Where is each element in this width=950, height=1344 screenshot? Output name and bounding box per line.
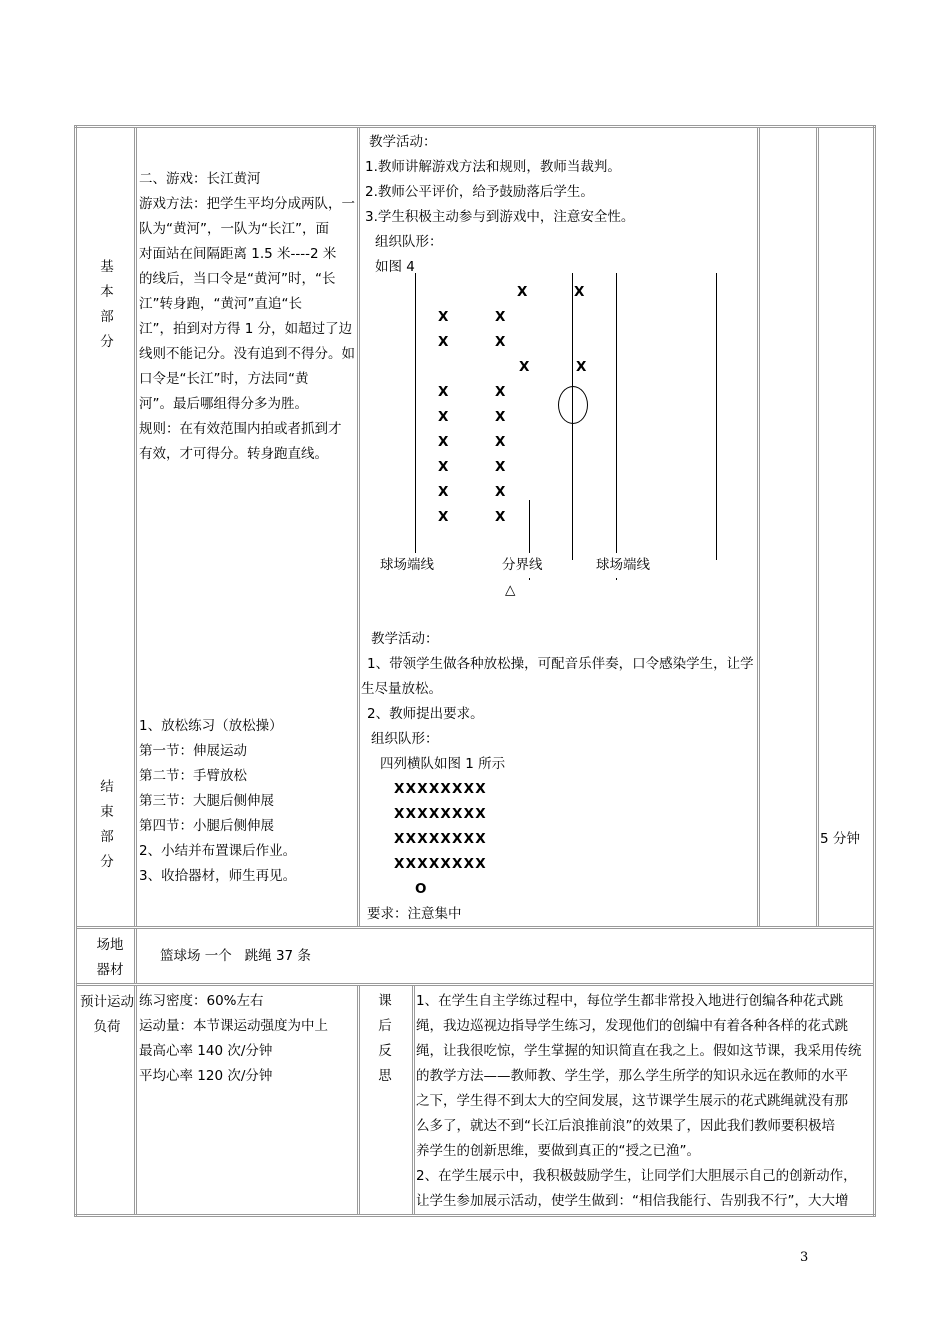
game-line: 口令是“长江”时，方法同“黄 <box>139 371 309 387</box>
load-line: 运动量：本节课运动强度为中上 <box>139 1018 328 1034</box>
game-line: 线则不能记分。没有追到不得分。如 <box>139 346 355 362</box>
load-line: 最高心率 140 次/分钟 <box>139 1043 273 1059</box>
end-duration: 5 分钟 <box>820 831 860 847</box>
formation-label: 组织队形： <box>371 731 439 747</box>
player-x: X <box>438 334 449 350</box>
formation-row: XXXXXXXX <box>394 781 487 797</box>
relax-line: 2、小结并布置课后作业。 <box>139 843 297 859</box>
player-x: X <box>495 459 506 475</box>
game-rule-line: 有效，才可得分。转身跑直线。 <box>139 446 328 462</box>
game-title: 二、游戏：长江黄河 <box>139 171 261 187</box>
relax-line: 3、收拾器材，师生再见。 <box>139 868 297 884</box>
venue-label <box>93 933 127 983</box>
reflection-label: 课后反思 <box>378 993 392 1084</box>
teacher-triangle-icon: △ <box>505 582 516 598</box>
load-label <box>79 990 135 1040</box>
relax-line: 1、放松练习（放松操） <box>139 718 283 734</box>
player-x: X <box>495 509 506 525</box>
reflection-line: 绳，我边巡视边指导学生练习，发现他们的创编中有着各种各样的花式跳 <box>416 1018 848 1034</box>
activity-line: 生尽量放松。 <box>361 681 442 697</box>
activity-line: 2、教师提出要求。 <box>367 706 484 722</box>
reflection-line: 的教学方法——教师教、学生学，那么学生所学的知识永远在教师的水平 <box>416 1068 848 1084</box>
activity-header: 教学活动： <box>371 631 439 647</box>
player-x: X <box>495 409 506 425</box>
player-x: X <box>438 309 449 325</box>
player-x: X <box>519 359 530 375</box>
load-label-text: 预计运动负荷 <box>80 994 134 1035</box>
game-line: 游戏方法：把学生平均分成两队，一 <box>139 196 355 212</box>
player-x: X <box>574 284 585 300</box>
divider-line-label: 分界线 <box>502 553 543 578</box>
player-x: X <box>438 459 449 475</box>
player-x: X <box>517 284 528 300</box>
reflection-line: 养学生的创新思维，要做到真正的“授之已渔”。 <box>416 1143 700 1159</box>
venue-value: 篮球场 一个 跳绳 37 条 <box>160 948 311 964</box>
player-x: X <box>495 434 506 450</box>
activity-line: 1、带领学生做各种放松操，可配音乐伴奏，口令感染学生，让学 <box>367 656 754 672</box>
formation-row: XXXXXXXX <box>394 831 487 847</box>
formation-label: 组织队形： <box>375 234 443 250</box>
game-line: 队为“黄河”，一队为“长江”，面 <box>139 221 329 237</box>
game-line: 河”。最后哪组得分多为胜。 <box>139 396 308 412</box>
relax-line: 第四节：小腿后侧伸展 <box>139 818 274 834</box>
court-end-label-right: 球场端线 <box>596 553 650 578</box>
player-x: X <box>438 509 449 525</box>
court-end-label-left: 球场端线 <box>380 553 434 578</box>
relax-line: 第三节：大腿后侧伸展 <box>139 793 274 809</box>
activity-item: 1.教师讲解游戏方法和规则，教师当裁判。 <box>365 159 621 175</box>
reflection-line: 让学生参加展示活动，使学生做到：“相信我能行、告别我不行”，大大增 <box>416 1193 849 1209</box>
activity-item: 2.教师公平评价，给予鼓励落后学生。 <box>365 184 594 200</box>
player-x: X <box>495 484 506 500</box>
reflection-line: 么多了，就达不到“长江后浪推前浪”的效果了，因此我们教师要积极培 <box>416 1118 835 1134</box>
figure-label: 如图 4 <box>375 259 415 275</box>
relax-line: 第二节：手臂放松 <box>139 768 247 784</box>
player-x: X <box>576 359 587 375</box>
load-line: 平均心率 120 次/分钟 <box>139 1068 273 1084</box>
reflection-line: 绳，让我很吃惊，学生掌握的知识简直在我之上。假如这节课，我采用传统 <box>416 1043 862 1059</box>
formation-desc: 四列横队如图 1 所示 <box>380 756 506 772</box>
section-end-label: 结束部分 <box>100 779 114 870</box>
player-x: X <box>438 384 449 400</box>
court-end-line-right-a <box>616 273 617 580</box>
reflection-line: 之下，学生得不到太大的空间发展，这节课学生展示的花式跳绳就没有那 <box>416 1093 848 1109</box>
player-x: X <box>495 384 506 400</box>
game-rule-line: 规则：在有效范围内拍或者抓到才 <box>139 421 342 437</box>
activity-header: 教学活动： <box>369 134 437 150</box>
activity-item: 3.学生积极主动参与到游戏中，注意安全性。 <box>365 209 635 225</box>
court-end-line-right-b <box>716 273 717 560</box>
formation-row: XXXXXXXX <box>394 806 487 822</box>
player-x: X <box>495 309 506 325</box>
center-circle <box>558 386 588 424</box>
load-line: 练习密度：60%左右 <box>139 993 264 1009</box>
formation-row: XXXXXXXX <box>394 856 487 872</box>
venue-label-text: 场地器材 <box>96 937 124 978</box>
game-line: 江”，拍到对方得 1 分，如超过了边 <box>139 321 353 337</box>
requirement: 要求：注意集中 <box>367 906 462 922</box>
reflection-line: 2、在学生展示中，我积极鼓励学生，让同学们大胆展示自己的创新动作， <box>416 1168 857 1184</box>
teacher-mark: O <box>415 881 427 897</box>
page-number: 3 <box>800 1250 809 1265</box>
player-x: X <box>438 434 449 450</box>
game-line: 的线后，当口令是“黄河”时，“长 <box>139 271 336 287</box>
game-line: 江”转身跑，“黄河”直追“长 <box>139 296 302 312</box>
game-line: 对面站在间隔距离 1.5 米----2 米 <box>139 246 337 262</box>
player-x: X <box>495 334 506 350</box>
reflection-line: 1、在学生自主学练过程中，每位学生都非常投入地进行创编各种花式跳 <box>416 993 844 1009</box>
court-end-line-left <box>415 273 416 560</box>
section-basic-label: 基本部分 <box>100 259 114 350</box>
player-x: X <box>438 484 449 500</box>
relax-line: 第一节：伸展运动 <box>139 743 247 759</box>
player-x: X <box>438 409 449 425</box>
